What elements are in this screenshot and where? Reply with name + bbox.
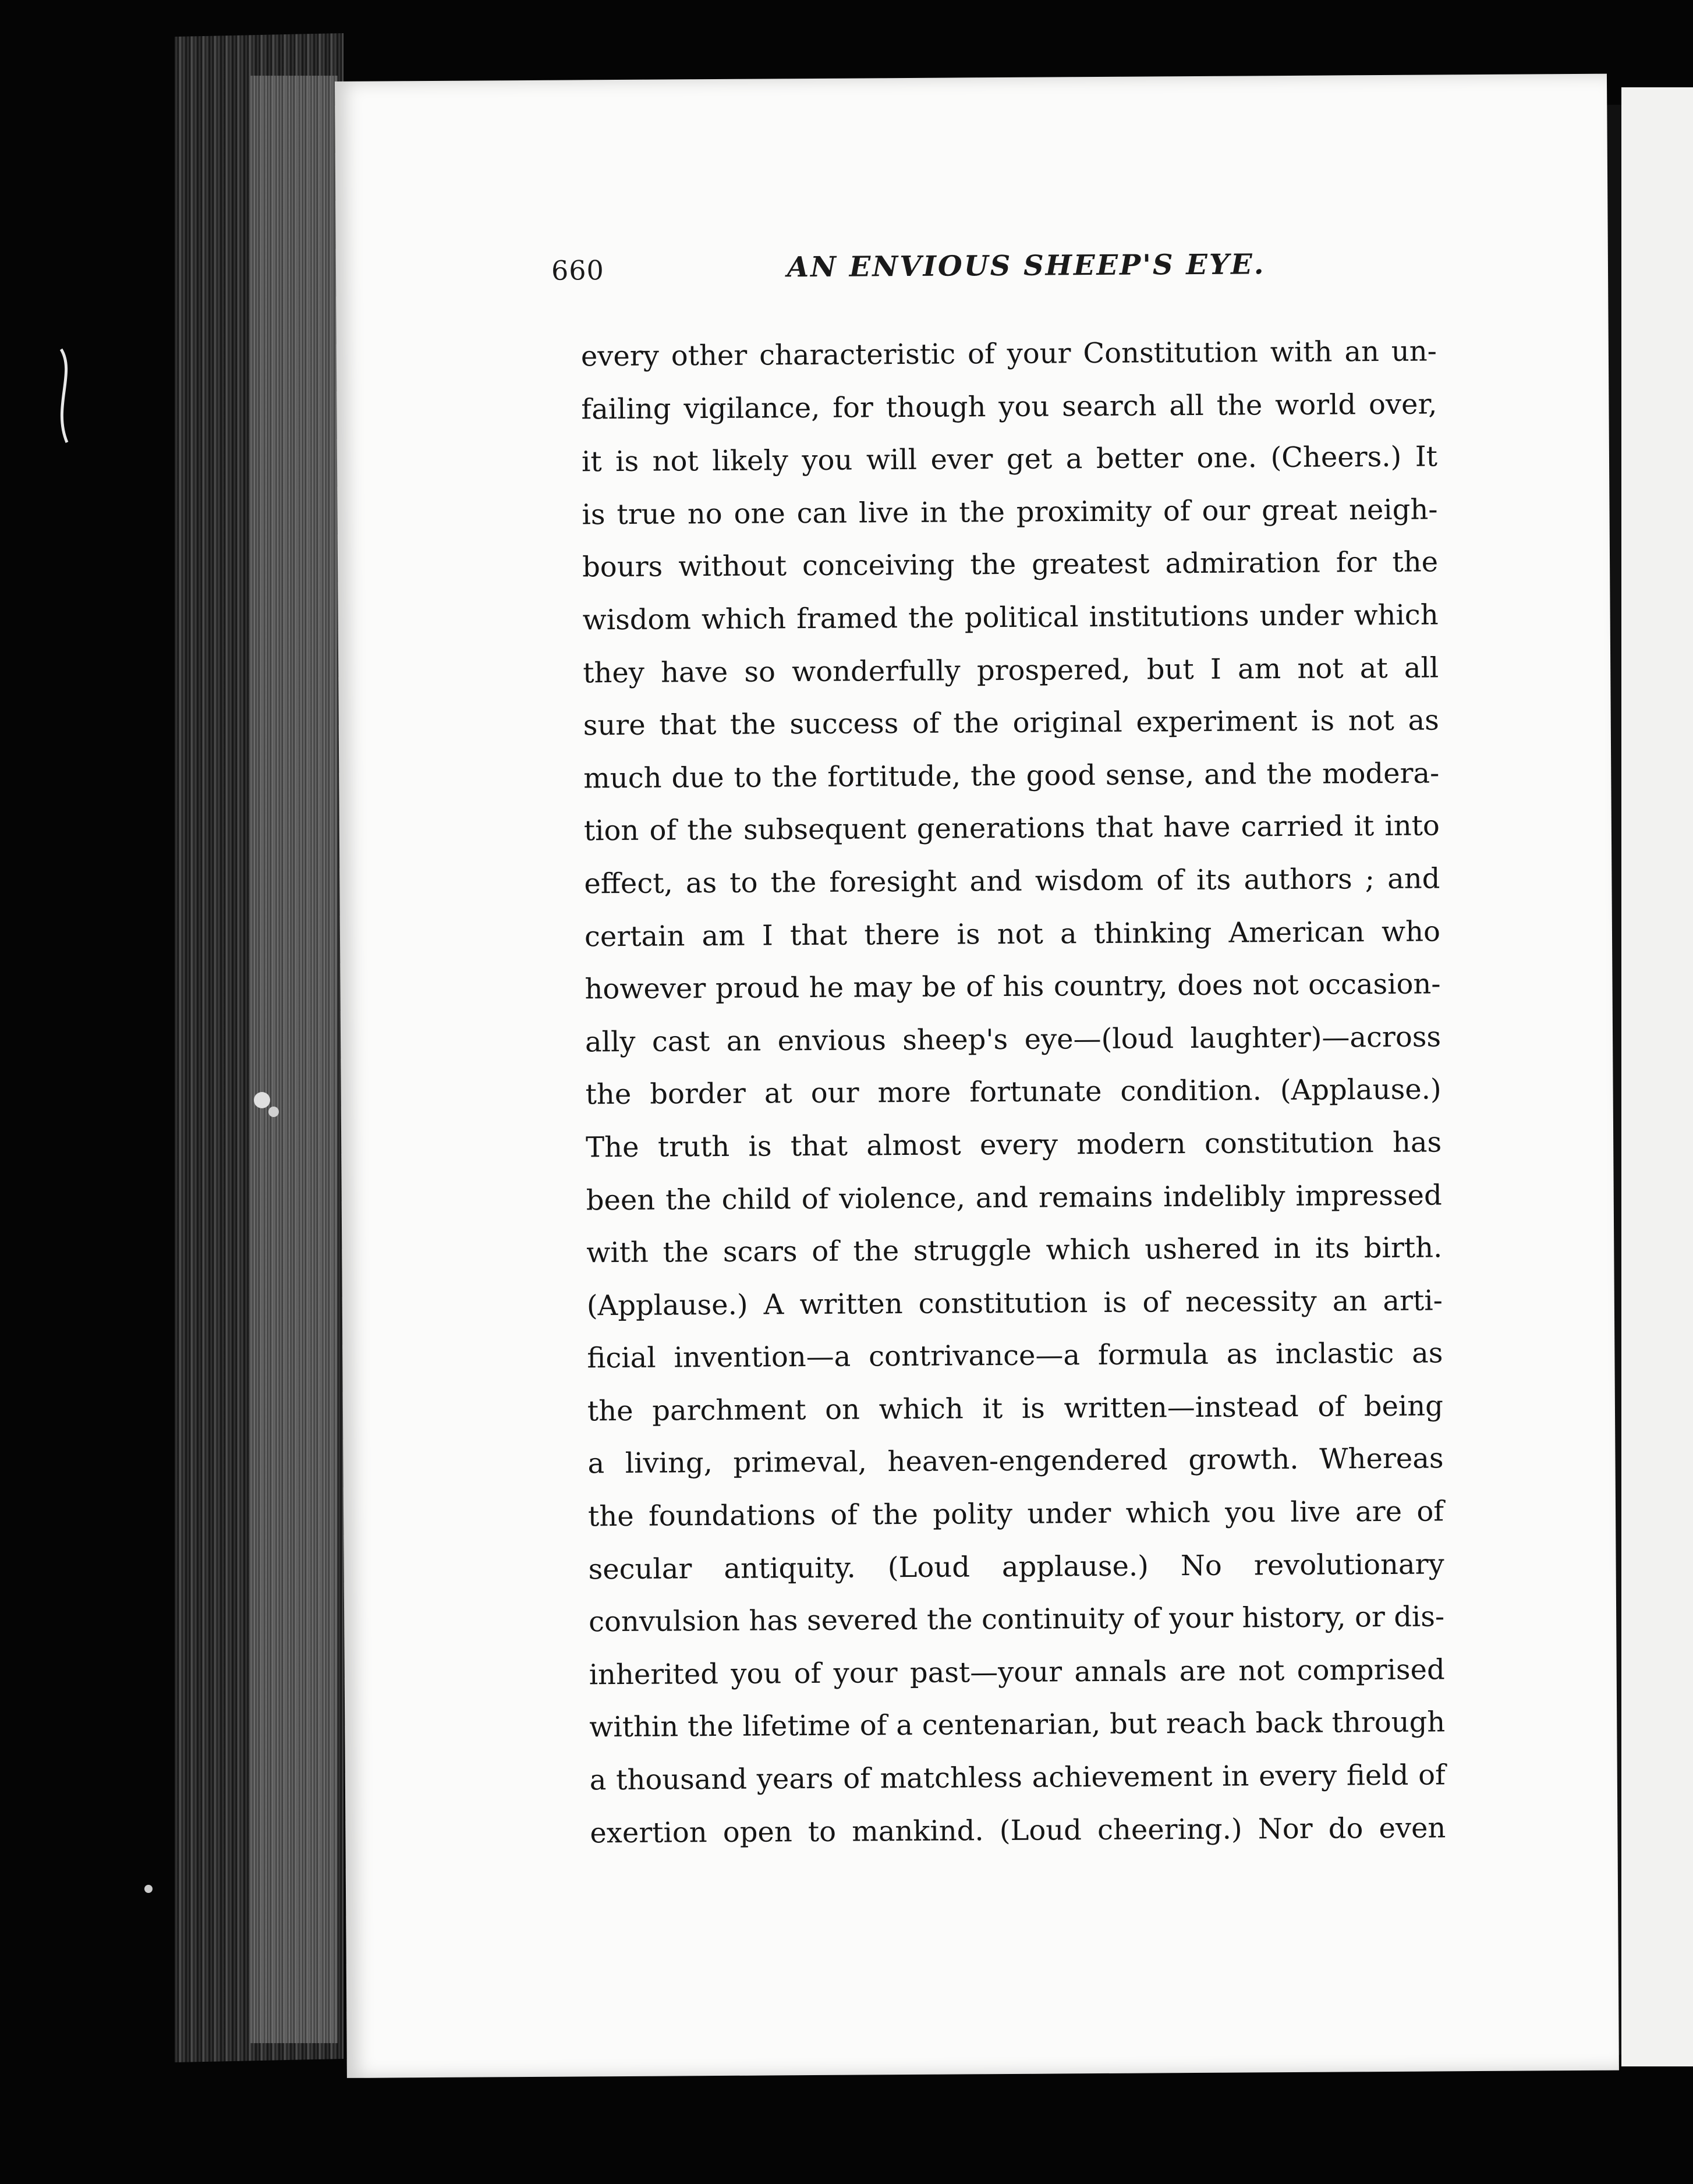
text-line: failing vigilance, for though you search all the world over, [581, 388, 1437, 426]
text-line: ficial invention—a contrivance—a formula as inclastic as [587, 1336, 1443, 1375]
text-line: (Applause.) A written constitution is of necessity an arti- [586, 1284, 1443, 1323]
facing-page-edge [1621, 87, 1693, 2066]
text-line: is true no one can live in the proximity of our great neigh- [582, 493, 1438, 531]
book-page [335, 74, 1619, 2078]
text-line: every other characteristic of your Constitution with an un- [580, 335, 1437, 373]
text-line: wisdom which framed the political institutions under which [582, 598, 1439, 637]
text-line: it is not likely you will ever get a better one. (Cheers.) It [581, 440, 1438, 478]
body-text [581, 325, 1446, 1859]
text-line: The truth is that almost every modern constitution has [586, 1126, 1442, 1164]
text-line: inherited you of your past—your annals are not comprised [589, 1653, 1445, 1692]
text-line: the parchment on which it is written—instead of being [587, 1389, 1444, 1428]
text-line: however proud he may be of his country, does not occasion- [585, 967, 1441, 1006]
book-page-edges-highlight [250, 76, 338, 2043]
text-line: ally cast an envious sheep's eye—(loud laughter)—across [585, 1020, 1441, 1059]
text-line: sure that the success of the original experiment is not as [583, 704, 1439, 742]
page-number: 660 [551, 254, 604, 286]
page-header [551, 250, 1425, 302]
text-line: much due to the fortitude, the good sense, and the modera- [583, 757, 1440, 795]
text-line: convulsion has severed the continuity of your history, or dis- [589, 1600, 1445, 1639]
text-line: tion of the subsequent generations that have carried it into [583, 809, 1440, 848]
text-line: they have so wonderfully prospered, but I am not at all [583, 651, 1439, 689]
text-line: effect, as to the foresight and wisdom of its authors ; and [584, 862, 1440, 900]
text-line: with the scars of the struggle which ushered in its birth. [586, 1231, 1443, 1270]
text-line: within the lifetime of a centenarian, but reach back through [589, 1706, 1446, 1744]
running-title: AN ENVIOUS SHEEP'S EYE. [787, 248, 1266, 284]
text-line: exertion open to mankind. (Loud cheering.) Nor do even [590, 1811, 1446, 1850]
text-line: bours without conceiving the greatest admiration for the [582, 545, 1439, 584]
text-line: secular antiquity. (Loud applause.) No revolutionary [588, 1548, 1444, 1586]
text-line: the border at our more fortunate condition. (Applause.) [585, 1073, 1441, 1111]
text-line: a thousand years of matchless achievement in every field of [589, 1758, 1446, 1797]
text-line: certain am I that there is not a thinking American who [584, 914, 1441, 953]
text-line: been the child of violence, and remains indelibly impressed [586, 1178, 1442, 1217]
text-line: the foundations of the polity under which you live are of [587, 1495, 1444, 1533]
text-line: a living, primeval, heaven-engendered growth. Whereas [587, 1442, 1444, 1480]
